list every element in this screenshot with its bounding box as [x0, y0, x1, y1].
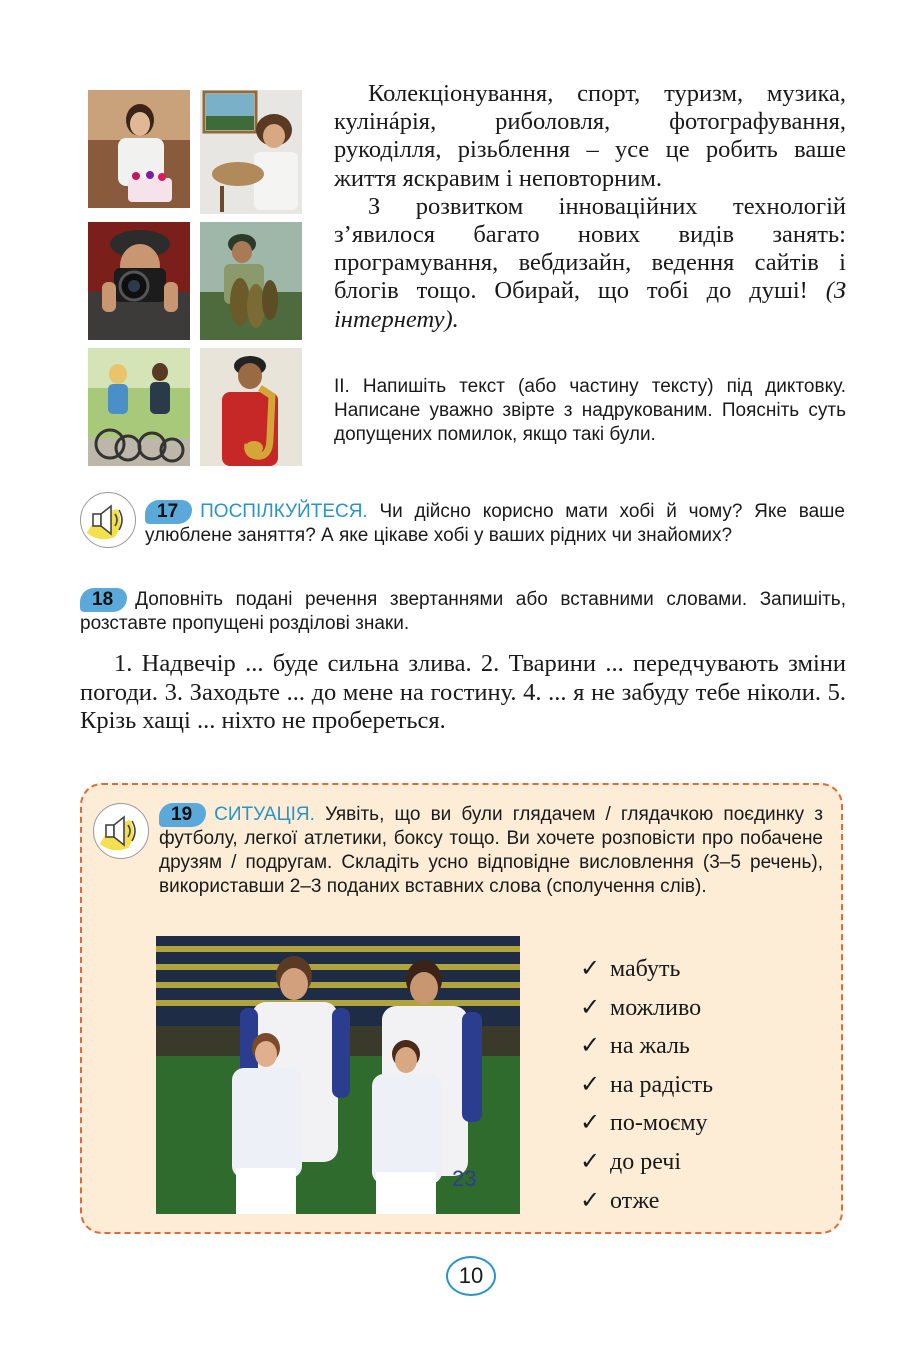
photo-fishing: [200, 222, 302, 340]
exercise-18: [80, 588, 846, 636]
speaker-icon: [80, 492, 136, 548]
intro-paragraph-1: Колекціонування, спорт, туризм, музика, кулінáрія, риболовля, фотографування, рукоділля, різьблення – усе це робить ваше життя яскравим і неповторним.: [334, 80, 846, 192]
word-text: на радість: [610, 1071, 714, 1098]
word-item: [580, 1182, 820, 1221]
exercise-title: ПОСПІЛКУЙТЕСЯ.: [200, 501, 368, 522]
photo-baking: [88, 90, 190, 208]
task-2-instruction: ІІ. Напишіть текст (або частину тексту) під диктовку. Написане уважно звірте з надрукованим. Поясніть суть допущених помилок, якщо такі були.: [334, 376, 846, 445]
word-text: по-моєму: [610, 1110, 708, 1137]
exercise-number-badge: 17: [145, 500, 192, 524]
sentences-text: 1. Надвечір ... буде сильна злива. 2. Тварини ... передчувають зміни погоди. 3. Заходьте ... до мене на гостину. 4. ... я не забуду тебе ніколи. 5. Крізь хащі ... ніхто не пробереться.: [80, 650, 846, 734]
check-icon: ✓: [580, 1033, 601, 1060]
speaker-icon: [93, 803, 149, 859]
word-item: [580, 1066, 820, 1105]
check-icon: ✓: [580, 956, 601, 982]
exercise-18-sentences: [80, 650, 846, 736]
intro-paragraph-2-text: З розвитком інноваційних технологій з’явилося багато нових видів занять: програмування, вебдизайн, ведення сайтів і блогів тощо. Обирай, що тобі до душі!: [334, 192, 846, 305]
intro-paragraph-2: [334, 193, 846, 334]
check-icon: ✓: [580, 1110, 601, 1137]
word-item: [580, 1143, 820, 1182]
word-text: мабуть: [610, 956, 681, 982]
word-item: [580, 950, 820, 989]
word-text: до речі: [610, 1148, 682, 1175]
check-icon: ✓: [580, 994, 601, 1021]
photo-painter: [200, 90, 302, 214]
word-item: [580, 1104, 820, 1143]
word-text: на жаль: [610, 1033, 690, 1060]
photo-camera: [88, 222, 190, 340]
word-text: можливо: [610, 994, 702, 1021]
photo-cycling: [88, 348, 190, 466]
word-text: отже: [610, 1187, 660, 1214]
exercise-text: Уявіть, що ви були глядачем / глядачкою поєдинку з футболу, легкої атлетики, боксу тощо. Ви хочете розповісти про побачене друзям / подругам. Складіть усно відповідне висловлення (3–5 речень), використавши 2–3 поданих вставних слова (сполучення слів).: [159, 804, 823, 897]
exercise-title: СИТУАЦІЯ.: [214, 804, 315, 825]
exercise-number-badge: 18: [80, 588, 127, 612]
exercise-17: [145, 500, 845, 548]
word-list: [580, 950, 820, 1220]
exercise-19: [159, 803, 823, 899]
exercise-text: Чи дійсно корисно мати хобі й чому? Яке ваше улюблене заняття? А яке цікаве хобі у ваших рідних чи знайомих?: [145, 501, 845, 546]
check-icon: ✓: [580, 1148, 601, 1175]
word-item: [580, 989, 820, 1028]
exercise-text: Доповніть подані речення звертаннями або вставними словами. Запишіть, розставте пропущені розділові знаки.: [80, 589, 846, 634]
photo-football-players: [156, 936, 520, 1214]
check-icon: ✓: [580, 1071, 601, 1098]
word-item: [580, 1027, 820, 1066]
photo-saxophone: [200, 348, 302, 466]
svg-text:23: 23: [452, 1166, 477, 1191]
intro-text: [334, 80, 846, 334]
exercise-number-badge: 19: [159, 803, 206, 827]
check-icon: ✓: [580, 1187, 601, 1214]
page-number: 10: [446, 1256, 496, 1296]
intro-source: (З інтернету).: [334, 277, 847, 333]
